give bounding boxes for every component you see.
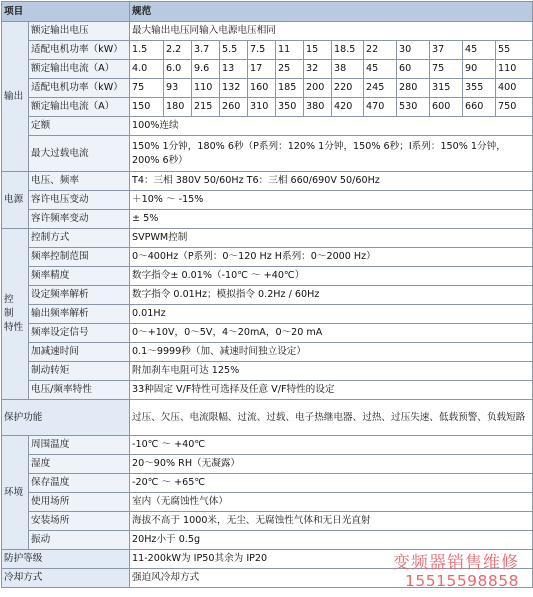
row-value: 0.1～9999秒（加、减速时间独立设定）	[130, 343, 533, 362]
table-row	[2, 436, 533, 455]
table-cell: 2.2	[164, 41, 192, 60]
watermark-phone: 15515598858	[405, 572, 519, 590]
row-label: 安装场所	[29, 512, 130, 531]
row-value: ＋10% ～ -15%	[130, 191, 533, 210]
table-cell: 15	[304, 41, 332, 60]
table-cell: 18.5	[332, 41, 364, 60]
table-cell: 1.5	[130, 41, 164, 60]
table-row	[2, 493, 533, 512]
row-label: 容许电压变动	[29, 191, 130, 210]
table-cell: 200	[304, 79, 332, 98]
table-cell: 750	[496, 98, 533, 117]
row-value: 海拔不高于 1000米，无尘、无腐蚀性气体和无日光直射	[130, 512, 533, 531]
row-label: 加减速时间	[29, 343, 130, 362]
table-row	[2, 117, 533, 136]
row-label: 频率精度	[29, 267, 130, 286]
table-cell: 45	[463, 41, 496, 60]
row-label: 使用场所	[29, 493, 130, 512]
table-cell: 30	[397, 41, 430, 60]
row-label: 设定频率解析	[29, 286, 130, 305]
row-value: 0～+10V，0～5V，4～20mA，0～20 mA	[130, 324, 533, 343]
table-row	[2, 98, 533, 117]
row-label: 定额	[29, 117, 130, 136]
table-cell: 22	[364, 41, 397, 60]
cooling-label: 冷却方式	[2, 569, 130, 588]
table-row	[2, 381, 533, 400]
row-label: 制动转矩	[29, 362, 130, 381]
header-spec: 规范	[130, 2, 533, 22]
row-label: 控制方式	[29, 229, 130, 248]
table-row	[2, 400, 533, 436]
table-cell: 17	[248, 60, 276, 79]
table-cell: 530	[397, 98, 430, 117]
table-cell: 7.5	[248, 41, 276, 60]
watermark-text: 变频器销售维修	[393, 553, 519, 573]
table-row	[2, 474, 533, 493]
table-cell: 220	[332, 79, 364, 98]
table-cell: 600	[430, 98, 463, 117]
row-label: 容许频率变动	[29, 210, 130, 229]
table-cell: 150	[130, 98, 164, 117]
row-label: 适配电机功率（kW）	[29, 79, 130, 98]
row-label: 额定输出电流（A）	[29, 98, 130, 117]
table-cell: 11	[276, 41, 304, 60]
table-row	[2, 60, 533, 79]
row-value: 0.01Hz	[130, 305, 533, 324]
table-cell: 37	[430, 41, 463, 60]
table-cell: 660	[463, 98, 496, 117]
header-row	[2, 2, 533, 22]
row-value: T4：三相 380V 50/60Hz T6：三相 660/690V 50/60Hz	[130, 172, 533, 191]
row-value: -10℃ ～ +40℃	[130, 436, 533, 455]
row-label: 最大过载电流	[29, 136, 130, 172]
table-cell: 215	[192, 98, 220, 117]
table-cell: 93	[164, 79, 192, 98]
table-row	[2, 286, 533, 305]
table-cell: 110	[496, 60, 533, 79]
row-value: 最大输出电压同输入电源电压相同	[130, 22, 533, 41]
table-row	[2, 191, 533, 210]
row-label: 电压、频率	[29, 172, 130, 191]
row-label: 输出频率解析	[29, 305, 130, 324]
table-row	[2, 22, 533, 41]
table-cell: 420	[332, 98, 364, 117]
table-cell: 25	[276, 60, 304, 79]
table-row	[2, 210, 533, 229]
row-label: 周围温度	[29, 436, 130, 455]
table-cell: 3.7	[192, 41, 220, 60]
protection-value: 过压、欠压、电流限幅、过流、过载、电子热继电器、过热、过压失速、低载预警、负载短路	[130, 400, 533, 436]
row-label: 额定输出电压	[29, 22, 130, 41]
table-row	[2, 41, 533, 60]
row-label: 振动	[29, 531, 130, 550]
table-cell: 180	[164, 98, 192, 117]
row-value: 20Hz小于 0.5g	[130, 531, 533, 550]
table-cell: 280	[397, 79, 430, 98]
category-output: 输出	[2, 22, 29, 172]
table-row	[2, 512, 533, 531]
row-value: 数字指令± 0.01%（-10℃ ～ +40℃）	[130, 267, 533, 286]
table-cell: 260	[220, 98, 248, 117]
table-cell: 470	[364, 98, 397, 117]
table-row	[2, 455, 533, 474]
row-value: 附加刹车电阻可达 125%	[130, 362, 533, 381]
category-control: 控 制 特性	[2, 229, 29, 400]
category-environment: 环境	[2, 436, 29, 550]
table-cell: 75	[130, 79, 164, 98]
row-value: 33种固定 V/F特性可选择及任意 V/F特性的设定	[130, 381, 533, 400]
table-cell: 75	[430, 60, 463, 79]
table-cell: 350	[276, 98, 304, 117]
table-row	[2, 229, 533, 248]
table-row	[2, 531, 533, 550]
row-label: 频率设定信号	[29, 324, 130, 343]
cooling-value: 强迫风冷却方式	[130, 569, 533, 588]
table-cell: 110	[192, 79, 220, 98]
table-row	[2, 305, 533, 324]
row-label: 适配电机功率（kW）	[29, 41, 130, 60]
protection-label: 保护功能	[2, 400, 130, 436]
enclosure-value: 11-200kW为 IP50其余为 IP20	[130, 550, 533, 569]
row-value: 0～400Hz（P系列：0～120 Hz H系列：0～2000 Hz）	[130, 248, 533, 267]
row-label: 频率控制范围	[29, 248, 130, 267]
table-cell: 315	[430, 79, 463, 98]
spec-table	[1, 1, 533, 588]
table-row	[2, 267, 533, 286]
row-value: 室内（无腐蚀性气体）	[130, 493, 533, 512]
row-value: -20℃ ～ +65℃	[130, 474, 533, 493]
table-cell: 9.6	[192, 60, 220, 79]
row-value: 150% 1分钟，180% 6秒（P系列：120% 1分钟，150% 6秒；I系列：150% 1分钟，200% 6秒）	[130, 136, 533, 172]
table-cell: 400	[496, 79, 533, 98]
table-cell: 4.0	[130, 60, 164, 79]
table-cell: 185	[276, 79, 304, 98]
header-item: 项目	[2, 2, 130, 22]
table-cell: 355	[463, 79, 496, 98]
table-row	[2, 79, 533, 98]
table-cell: 90	[463, 60, 496, 79]
table-cell: 5.5	[220, 41, 248, 60]
table-cell: 310	[248, 98, 276, 117]
table-row	[2, 362, 533, 381]
table-cell: 55	[496, 41, 533, 60]
table-cell: 45	[364, 60, 397, 79]
category-power: 电源	[2, 172, 29, 229]
row-value: 100%连续	[130, 117, 533, 136]
table-cell: 245	[364, 79, 397, 98]
row-value: 20～90% RH（无凝露）	[130, 455, 533, 474]
row-value: 数字指令 0.01Hz；模拟指令 0.2Hz / 60Hz	[130, 286, 533, 305]
table-cell: 60	[397, 60, 430, 79]
table-row	[2, 248, 533, 267]
table-row	[2, 343, 533, 362]
table-cell: 6.0	[164, 60, 192, 79]
table-cell: 132	[220, 79, 248, 98]
row-label: 保存温度	[29, 474, 130, 493]
table-row	[2, 324, 533, 343]
table-cell: 13	[220, 60, 248, 79]
table-cell: 38	[332, 60, 364, 79]
row-label: 额定输出电流（A）	[29, 60, 130, 79]
table-row	[2, 172, 533, 191]
table-cell: 380	[304, 98, 332, 117]
table-cell: 160	[248, 79, 276, 98]
table-row	[2, 136, 533, 172]
row-label: 电压/频率特性	[29, 381, 130, 400]
table-cell: 32	[304, 60, 332, 79]
row-value: ± 5%	[130, 210, 533, 229]
row-label: 湿度	[29, 455, 130, 474]
enclosure-label: 防护等级	[2, 550, 130, 569]
row-value: SVPWM控制	[130, 229, 533, 248]
